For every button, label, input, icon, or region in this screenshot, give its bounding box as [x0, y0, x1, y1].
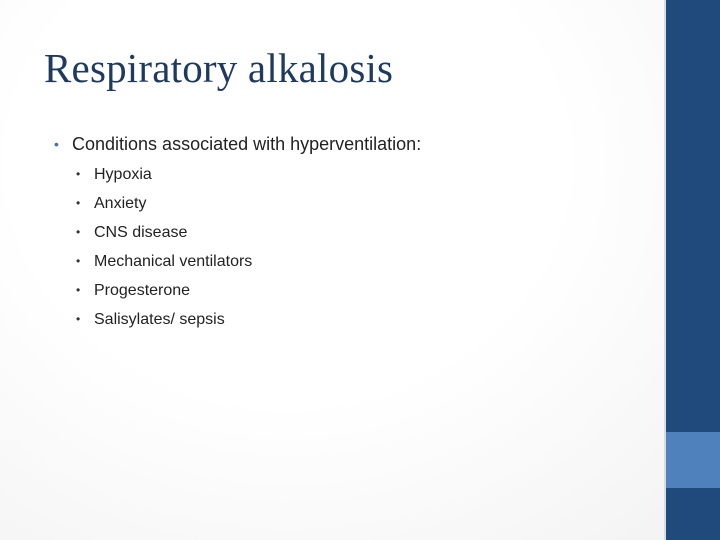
sub-bullet — [76, 247, 252, 276]
bullet-marker-icon: • — [76, 283, 81, 297]
sub-bullet-text: CNS disease — [94, 224, 188, 241]
sub-bullet-text: Salisylates/ sepsis — [94, 311, 225, 328]
sub-bullet — [76, 276, 252, 305]
sub-bullet-list — [76, 160, 252, 334]
slide-title: Respiratory alkalosis — [44, 45, 394, 91]
sub-bullet-text: Hypoxia — [94, 166, 152, 183]
bullet-marker-icon: • — [76, 254, 81, 268]
bullet-marker-icon: • — [54, 136, 59, 152]
bullet-marker-icon: • — [76, 196, 81, 210]
bullet-marker-icon: • — [76, 167, 81, 181]
main-bullet-text: Conditions associated with hyperventilation: — [72, 134, 422, 154]
bullet-marker-icon: • — [76, 225, 81, 239]
sub-bullet — [76, 160, 252, 189]
sub-bullet-text: Mechanical ventilators — [94, 253, 253, 270]
sub-bullet-text: Anxiety — [94, 195, 147, 212]
sub-bullet-text: Progesterone — [94, 282, 191, 299]
sub-bullet — [76, 305, 252, 334]
sub-bullet — [76, 218, 252, 247]
main-bullet-list — [54, 130, 421, 158]
sidebar-accent-block — [666, 432, 720, 488]
sub-bullet — [76, 189, 252, 218]
main-bullet — [54, 130, 421, 158]
bullet-marker-icon: • — [76, 312, 81, 326]
